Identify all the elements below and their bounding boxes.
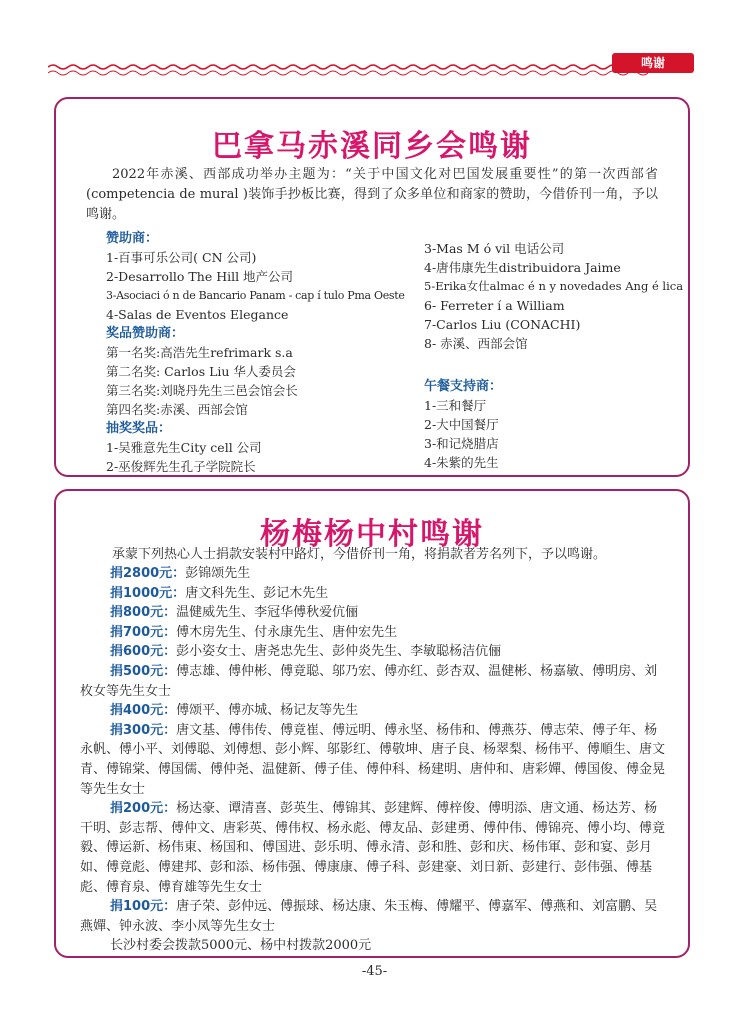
- sponsor-item: 1-百事可乐公司( CN 公司): [106, 250, 257, 265]
- donor-names: 唐文科先生、彭记木先生: [185, 585, 329, 601]
- government-allocation: 长沙村委会拨款5000元、杨中村拨款2000元: [110, 938, 372, 954]
- donor-names: 傅志雄、傅仲彬、傅竟聪、邬乃宏、傅亦红、彭杏双、温健彬、杨嘉敏、傅明房、刘枚女等先生女士: [80, 663, 658, 699]
- sponsor-item: 7-Carlos Liu (CONACHI): [424, 317, 581, 332]
- donation-amount: 捐1000元：: [110, 585, 186, 601]
- sponsor-item: 4-唐伟康先生distribuidora Jaime: [424, 260, 621, 275]
- lunch-item: 3-和记烧腊店: [424, 436, 499, 451]
- section1-title: 巴拿马赤溪同乡会鸣谢: [212, 129, 532, 164]
- donor-names: 温健威先生、李冠华傅秋爱伉俪: [176, 605, 359, 621]
- donation-row: [80, 799, 665, 897]
- lunch-sponsors-heading: 午餐支持商：: [424, 379, 503, 394]
- sponsor-item: 3-Mas M ó vil 电话公司: [424, 241, 565, 256]
- donor-names: 彭锦颂先生: [185, 566, 251, 581]
- donation-row: [80, 623, 665, 643]
- prize-item: 第二名奖: Carlos Liu 华人委员会: [106, 364, 296, 379]
- section-yangzhong-acknowledgement: [54, 489, 690, 958]
- section-tag: 鸣谢: [612, 53, 694, 73]
- donor-names: 傅木房先生、付永康先生、唐仲宏先生: [176, 624, 398, 640]
- donation-row: [80, 584, 665, 604]
- donation-row: [80, 662, 665, 701]
- prize-sponsors-heading: 奖品赞助商：: [106, 326, 185, 341]
- sponsor-item: 6- Ferreter í a William: [424, 298, 565, 313]
- lunch-item: 1-三和餐厅: [424, 398, 487, 413]
- donation-amount: 捐100元：: [110, 899, 177, 915]
- lottery-heading: 抽奖奖品：: [106, 421, 172, 436]
- donation-amount: 捐300元：: [110, 722, 177, 738]
- section1-left-column: [106, 229, 436, 476]
- donation-amount: 捐400元：: [110, 703, 177, 719]
- sponsor-item: 4-Salas de Eventos Elegance: [106, 307, 289, 322]
- sponsor-item: 5-Erika女仕almac é n y novedades Ang é lica: [424, 279, 684, 293]
- header-wave-decoration: [48, 63, 648, 77]
- sponsor-item: 8- 赤溪、西部会馆: [424, 336, 528, 351]
- prize-item: 第四名奖:赤溪、西部会馆: [106, 402, 248, 417]
- lottery-item: 1-吴雅意先生City cell 公司: [106, 440, 262, 455]
- donor-names: 唐文基、傅伟传、傅竟崔、傅远明、傅永坚、杨伟和、傅燕芬、傅志荣、傅子年、杨永帆、傅小平、刘傅聪、刘傅想、彭小辉、邬影红、傅敬坤、唐子良、杨翠梨、杨伟平、傅順生、唐文青、傅锦棠、傅国儒、傅仲尧、温健新、傅子佳、傅仲科、杨建明、唐仲和、唐彩嬋、傅国俊、傅金晃等先生女士: [80, 722, 666, 797]
- donation-amount: 捐200元：: [110, 801, 177, 817]
- donation-row: [80, 701, 665, 721]
- section-chixi-acknowledgement: [54, 97, 690, 477]
- donation-row: [80, 564, 665, 584]
- sponsor-item: 2-Desarrollo The Hill 地产公司: [106, 269, 294, 284]
- sponsor-item: 3-Asociaci ó n de Bancario Panam - cap í tulo Pma Oeste: [106, 289, 405, 302]
- donor-names: 杨达豪、谭清喜、彭英生、傅锦其、彭建辉、傅梓俊、傅明添、唐文通、杨达芳、杨干明、彭志帮、傅仲文、唐彩英、傅伟权、杨永彪、傅友品、彭建勇、傅仲伟、傅锦亮、傅小均、傅竟毅、傅运新、杨伟東、杨国和、傅国进、彭乐明、傅永清、彭和胜、彭和庆、杨伟軍、彭和宴、彭月如、傅竟彪、傅建邦、彭和添、杨伟强、傅康康、傅子科、彭建豪、刘日新、彭建行、彭伟强、傅基彪、傅育泉、傅育雄等先生女士: [80, 801, 666, 895]
- donation-amount: 捐500元：: [110, 663, 177, 679]
- donation-amount: 捐2800元：: [110, 566, 186, 581]
- lunch-item: 4-朱紫的先生: [424, 455, 499, 470]
- prize-item: 第三名奖:刘晓丹先生三邑会馆会长: [106, 383, 298, 398]
- donation-amount: 捐700元：: [110, 624, 177, 640]
- section1-right-column: [424, 239, 686, 472]
- prize-item: 第一名奖:高浩先生refrimark s.a: [106, 345, 293, 360]
- section2-title: 杨梅杨中村鸣谢: [260, 517, 484, 552]
- donation-row: [80, 642, 665, 662]
- donation-amount: 捐600元：: [110, 644, 177, 660]
- donation-row: [80, 603, 665, 623]
- donor-names: 彭小姿女士、唐尧忠先生、彭仲炎先生、李敏聪杨洁伉俪: [176, 644, 502, 660]
- donation-amount: 捐800元：: [110, 605, 177, 621]
- section1-intro: 2022年赤溪、西部成功举办主题为：“关于中国文化对巴国发展重要性”的第一次西部省(competencia de mural )装饰手抄板比赛，得到了众多单位和商家的赞助，今借侨刊一角，予以鸣谢。: [86, 167, 658, 222]
- donor-names: 傅颂平、傅亦城、杨记友等先生: [176, 703, 359, 719]
- lottery-item: 2-巫俊辉先生孔子学院院长: [106, 459, 256, 474]
- section2-intro: 承蒙下列热心人士捐款安装村中路灯，今借侨刊一角，将捐款者芳名列下，予以鸣谢。: [112, 547, 607, 562]
- lunch-item: 2-大中国餐厅: [424, 417, 499, 432]
- donation-row: [80, 897, 665, 936]
- page-number: -45-: [361, 964, 388, 979]
- donor-names: 唐子荣、彭仲远、傅振球、杨达康、朱玉梅、傅耀平、傅嘉军、傅燕和、刘富鹏、吴燕嬋、钟永波、李小凤等先生女士: [80, 899, 658, 934]
- donation-row: [80, 721, 665, 799]
- donation-list: [80, 564, 665, 956]
- sponsors-heading: 赞助商：: [106, 231, 159, 246]
